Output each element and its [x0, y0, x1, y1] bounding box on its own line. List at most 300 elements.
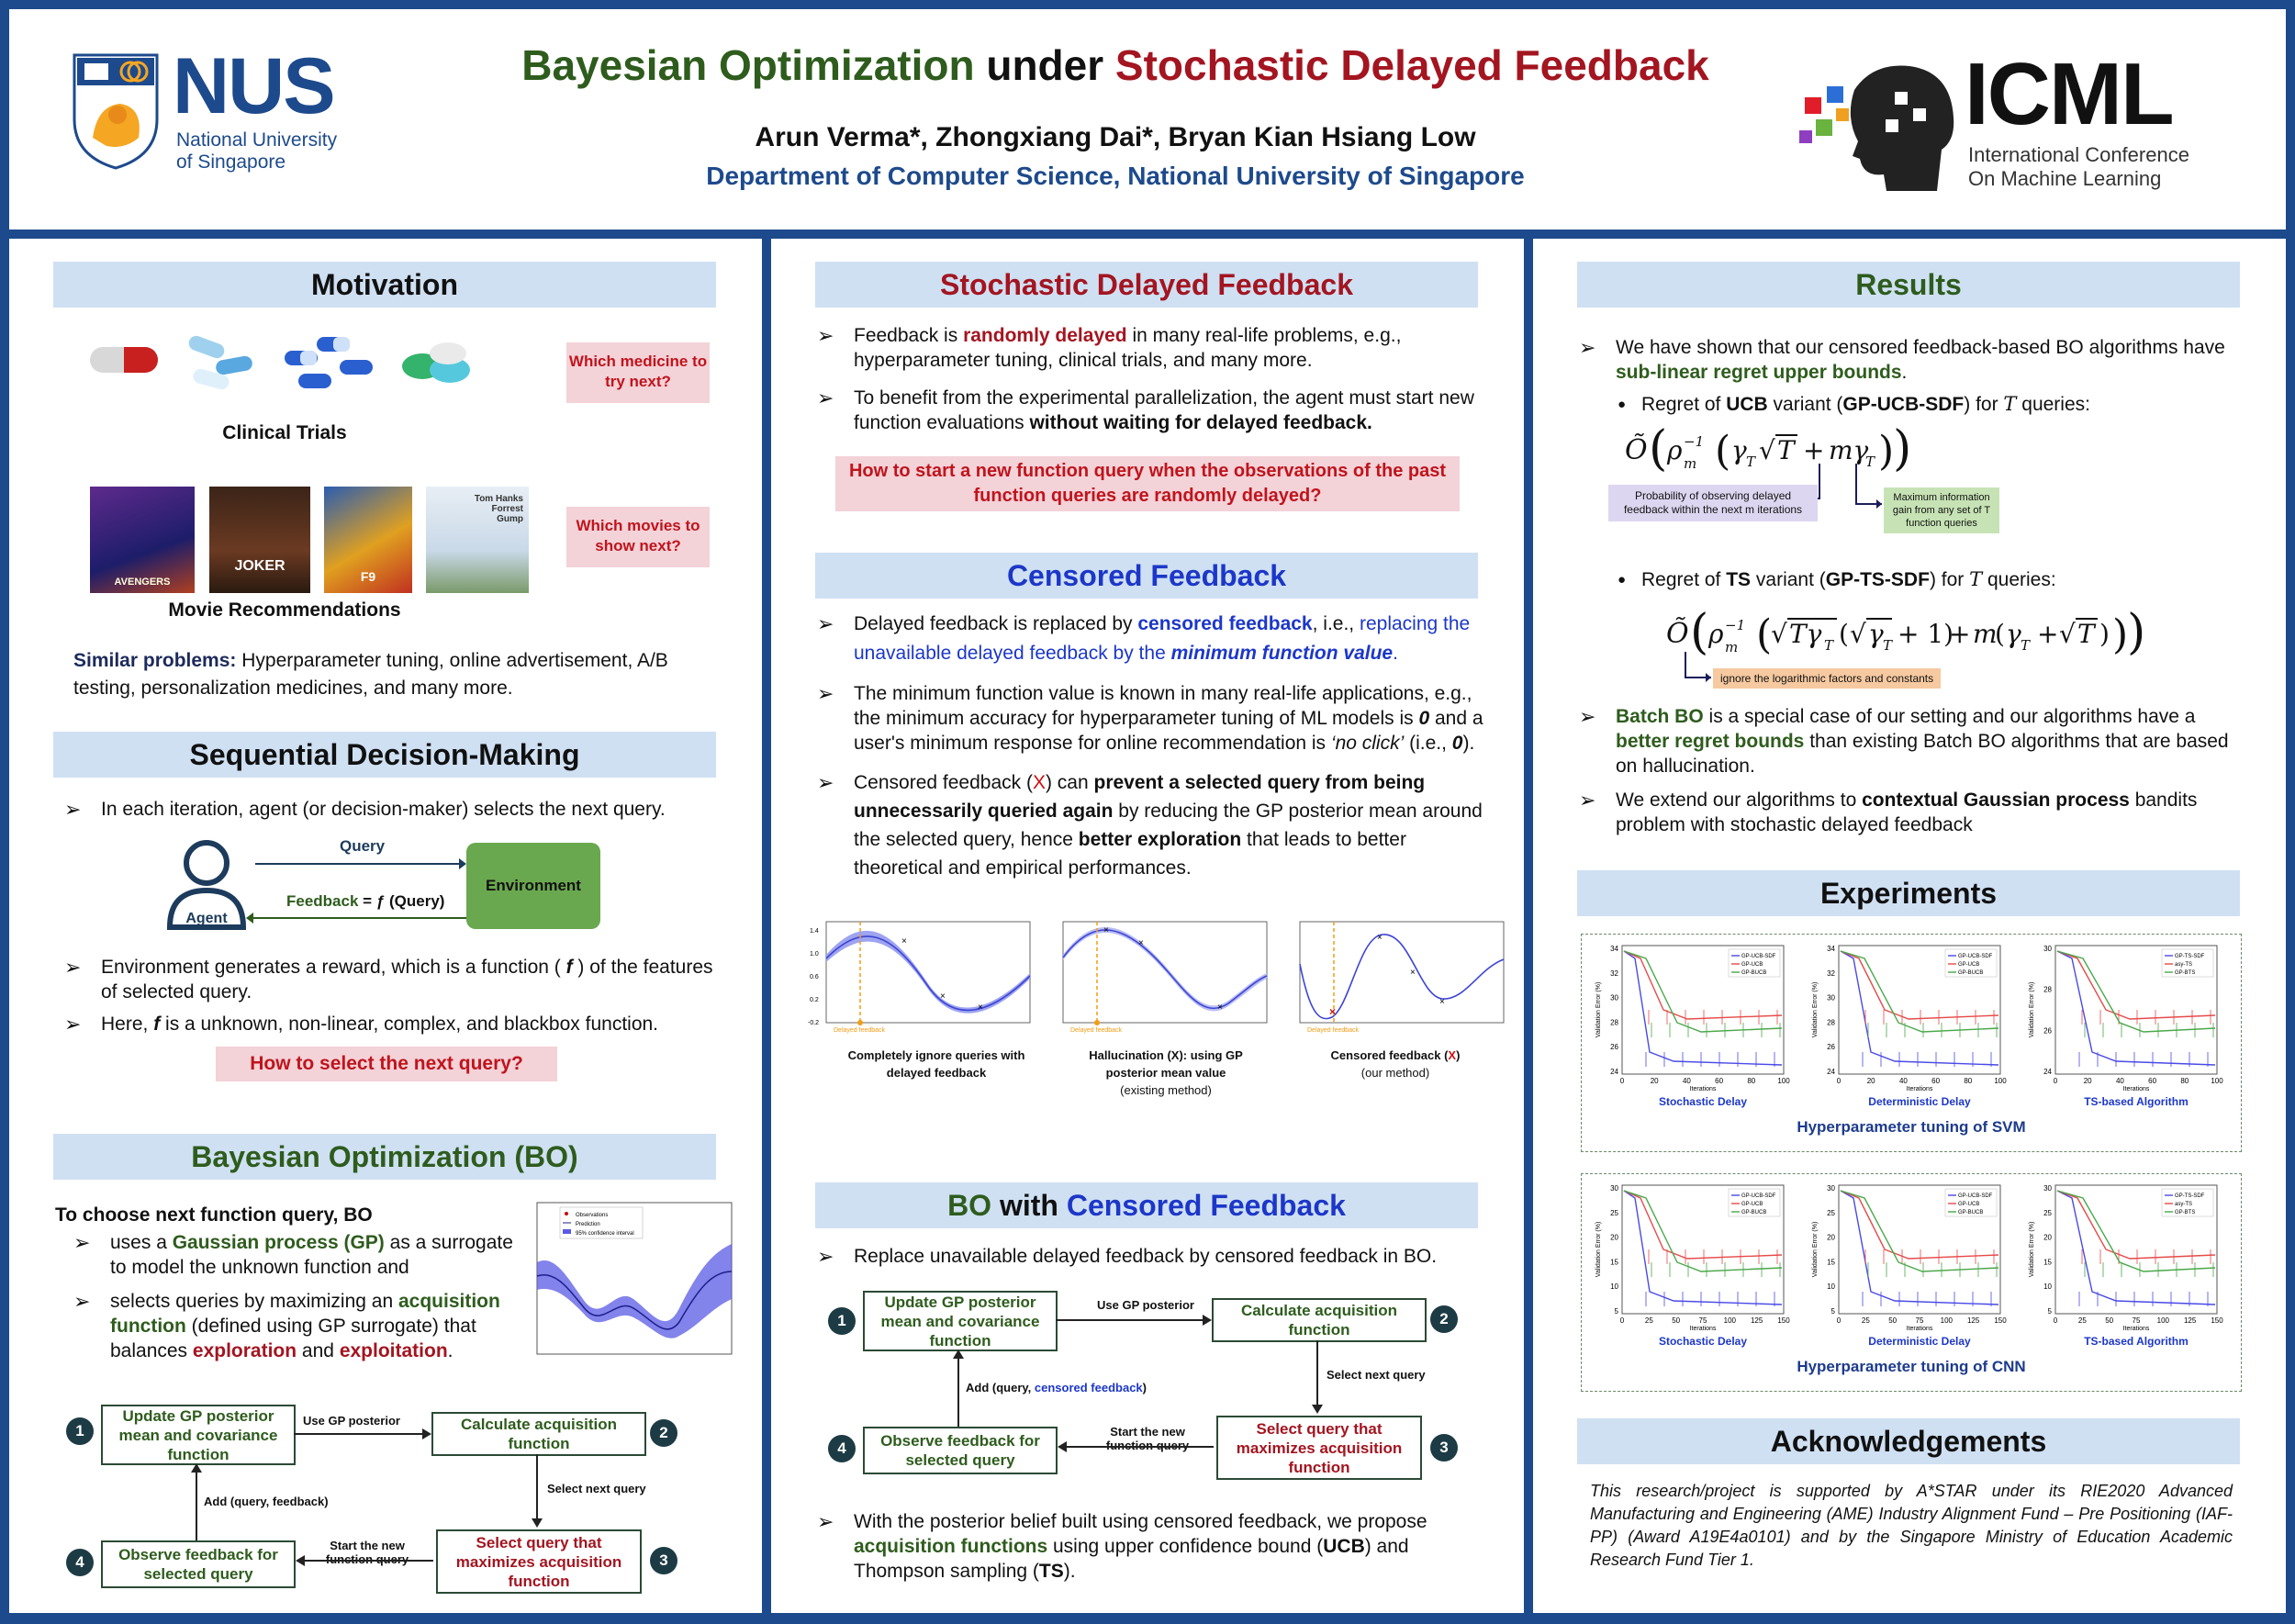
results-bullet-1-text: [1579, 335, 2249, 385]
plot-3-caption-a: Censored feedback (: [1330, 1048, 1449, 1062]
x-axis-label: Iterations: [2122, 1086, 2150, 1092]
bo-step-1-number: 1: [66, 1417, 94, 1445]
x-tick-label: 20: [1866, 1077, 1875, 1085]
bo-step-2-box: Calculate acquisition function: [431, 1412, 646, 1456]
poster-forrest-gump-title: Tom Hanks Forrest Gump: [474, 494, 523, 524]
results-heading: Results: [1577, 262, 2240, 308]
ann-log-factors: ignore the logarithmic factors and constants: [1713, 668, 1941, 689]
results-ts-b: TS: [1726, 569, 1752, 590]
results-bullet-2-a: Batch BO: [1616, 706, 1704, 727]
svg-text:T: T: [1746, 454, 1756, 470]
legend-label: asy-TS: [2175, 1202, 2193, 1207]
y-tick-label: 34: [1827, 945, 1835, 953]
y-tick-label: 10: [2043, 1282, 2052, 1292]
y-tick-label: 25: [1610, 1208, 1618, 1217]
svg-text:m: m: [1684, 455, 1697, 472]
legend-label: GP-UCB: [1958, 962, 1980, 968]
plot-ignore: [808, 918, 1037, 1037]
plot-3-caption: [1304, 1047, 1487, 1081]
y-axis-label: Validation Error (%): [1812, 981, 1819, 1038]
nus-subtitle-2: of Singapore: [176, 151, 286, 173]
results-ucb-t: T: [2003, 393, 2017, 415]
censored-bullet-2: [817, 681, 1487, 756]
y-tick-label: 32: [1827, 969, 1835, 978]
column-right: [1533, 239, 2286, 1613]
plot-1-ytick-1: 1.4: [810, 928, 819, 935]
svg-text:(: (: [1715, 428, 1731, 475]
svg-text:(: (: [1690, 606, 1709, 660]
censored-bullet-1-d: replacing the unavailable delayed feedback by the: [854, 613, 1471, 664]
censored-heading: Censored Feedback: [815, 553, 1478, 599]
svg-text:mγ: mγ: [1829, 435, 1869, 465]
svm-caption: Hyperparameter tuning of SVM: [1797, 1118, 2026, 1136]
plot-title: Stochastic Delay: [1658, 1095, 1748, 1108]
x-tick-label: 100: [2156, 1316, 2170, 1325]
plot-2-delayed-label: Delayed feedback: [1070, 1027, 1123, 1034]
plot-title: TS-based Algorithm: [2084, 1095, 2189, 1108]
x-tick-label: 0: [1619, 1316, 1625, 1325]
legend-label: GP-BTS: [2175, 1210, 2196, 1215]
results-ts-bullet: [1616, 567, 2249, 592]
bo-step-2-number: 2: [650, 1419, 677, 1447]
bocf-flow-select-label: Select next query: [1327, 1368, 1426, 1382]
results-bullet-2-d: than existing Batch BO algorithms that are based on hallucination.: [1616, 731, 2229, 777]
results-bullet-2-c: better regret bounds: [1616, 731, 1805, 752]
x-tick-label: 0: [1836, 1316, 1842, 1325]
y-axis-label: Validation Error (%): [1595, 1221, 1602, 1278]
sdm-bullet-3: [64, 1012, 725, 1036]
censored-bullet-3: [817, 768, 1487, 882]
svg-text:√: √: [1850, 619, 1866, 649]
svg-text:−1: −1: [1725, 617, 1746, 633]
bo-bullets: [73, 1230, 523, 1376]
poster-avengers: [90, 487, 195, 593]
bocf-flow-add-c: ): [1142, 1381, 1147, 1394]
legend-label: GP-BUCB: [1958, 970, 1984, 976]
bo-legend-observations: Observations: [576, 1213, 609, 1218]
plot-title: Deterministic Delay: [1868, 1335, 1971, 1348]
x-tick-label: 100: [1994, 1077, 2007, 1085]
plot-title: TS-based Algorithm: [2084, 1335, 2189, 1348]
x-tick-label: 100: [2211, 1077, 2223, 1085]
svg-text:+ 1): + 1): [1898, 619, 1954, 649]
censored-bullet-3-x: X: [1032, 772, 1046, 793]
svg-text:Õ: Õ: [1625, 434, 1648, 466]
bocf-bullet-2-acq: acquisition functions: [854, 1536, 1048, 1557]
pills-pile-icon: [280, 323, 381, 397]
y-axis-label: Validation Error (%): [2029, 1221, 2035, 1278]
bocf-bullet-2-ucb: UCB: [1323, 1536, 1365, 1557]
sdf-bullet-1-a: Feedback is: [854, 325, 964, 346]
poster-joker-title: JOKER: [234, 558, 285, 574]
x-axis-label: Iterations: [1689, 1326, 1717, 1332]
x-tick-label: 125: [1966, 1316, 1980, 1325]
legend-label: GP-BTS: [2175, 970, 2196, 976]
results-bullet-1: [1579, 335, 2249, 417]
results-ts-a: Regret of: [1641, 569, 1727, 590]
y-tick-label: 30: [2043, 1184, 2052, 1193]
bo-step-3-number: 3: [650, 1547, 677, 1574]
plot-3-delayed-label: Delayed feedback: [1307, 1027, 1360, 1034]
sdm-bullet-3-f: f: [153, 1014, 161, 1035]
y-tick-label: 25: [1827, 1208, 1835, 1217]
bo-step-1-box: Update GP posterior mean and covariance function: [101, 1405, 296, 1465]
sdf-bullet-1-b: in many real-life problems, e.g., hyperparameter tuning, clinical trials, and many more.: [854, 325, 1402, 371]
x-tick-label: 75: [1915, 1316, 1924, 1325]
bocf-step-4-box: Observe feedback for selected query: [863, 1427, 1058, 1474]
y-tick-label: 15: [1827, 1258, 1835, 1267]
x-tick-label: 20: [2083, 1077, 2092, 1085]
legend-label: GP-UCB-SDF: [1741, 1193, 1776, 1199]
plot-1-ytick-3: 0.6: [810, 974, 819, 980]
sdf-bullet-2-b: without waiting for delayed feedback.: [1029, 412, 1372, 433]
svg-text:×: ×: [1410, 968, 1416, 978]
svg-text:): ): [2127, 606, 2146, 660]
column-left: [9, 239, 762, 1613]
bo-bullet-2-exploration: exploration: [192, 1340, 297, 1361]
ack-heading: Acknowledgements: [1577, 1418, 2240, 1464]
bo-flow-use-gp-label: Use GP posterior: [303, 1414, 400, 1428]
results-bullet-1-a: We have shown that our censored feedback-based BO algorithms have: [1616, 337, 2225, 358]
x-tick-label: 150: [1994, 1316, 2007, 1325]
feedback-label: [286, 892, 444, 911]
x-tick-label: 40: [2115, 1077, 2124, 1085]
results-ucb-b: UCB: [1726, 394, 1768, 415]
poster-joker: [209, 487, 310, 593]
sdf-bullet-2-a: To benefit from the experimental parallelization, the agent must start new function evaluations: [854, 387, 1474, 433]
agent-environment-diagram: [165, 835, 624, 936]
bo-intro: To choose next function query, BO: [55, 1204, 373, 1226]
x-tick-label: 50: [2105, 1316, 2114, 1325]
y-tick-label: 30: [2043, 945, 2052, 953]
svg-text:ρ: ρ: [1708, 619, 1724, 649]
poster-f9: [324, 487, 412, 593]
legend-label: GP-UCB-SDF: [1741, 954, 1776, 959]
bo-flow-diagram: [9, 1405, 762, 1607]
bocf-bullet-2-d: ).: [1063, 1561, 1076, 1582]
results-ucb-a: Regret of: [1641, 394, 1727, 415]
feedback-equation: = ƒ (Query): [363, 892, 445, 910]
bocf-bullet-2-text: [817, 1509, 1487, 1584]
bocf-arrow-2-3: [1312, 1340, 1323, 1414]
x-tick-label: 25: [2077, 1316, 2087, 1325]
censored-bullet-1-c: , i.e.,: [1312, 613, 1360, 634]
bo-legend-ci: 95% confidence interval: [576, 1231, 634, 1237]
x-tick-label: 60: [1931, 1077, 1941, 1085]
bo-arrow-3-4: [296, 1555, 433, 1566]
y-tick-label: 5: [1614, 1307, 1618, 1316]
censored-bullets: [817, 610, 1487, 895]
svg-text:×: ×: [940, 991, 946, 1002]
results-bullet-3-b: contextual Gaussian process: [1862, 790, 2130, 811]
svg-text:+: +: [2037, 619, 2059, 649]
svg-text:m: m: [1725, 639, 1739, 655]
svg-text:×: ×: [1103, 925, 1109, 935]
y-tick-label: 10: [1827, 1282, 1835, 1292]
sdm-bullet-2-b: ) of the features of selected query.: [101, 957, 713, 1002]
bo-legend-prediction: Prediction: [576, 1222, 600, 1227]
results-bullet-3-c: bandits problem with stochastic delayed feedback: [1616, 790, 2198, 835]
results-ts-f: queries:: [1982, 569, 2056, 590]
legend-label: GP-TS-SDF: [2175, 954, 2205, 959]
plot-title: Stochastic Delay: [1658, 1335, 1748, 1348]
censored-bullet-2-a: The minimum function value is known in many real-life applications, e.g., the minimum accuracy for hyperparameter tuning of ML models is: [854, 683, 1472, 729]
results-bullets-2-3: [1579, 704, 2249, 850]
bo-bullet-1-a: uses a: [110, 1232, 173, 1253]
svg-text:T: T: [2077, 619, 2095, 649]
svg-text:T: T: [2021, 637, 2031, 654]
censored-bullet-3-c: prevent a selected query from being unnecessarily queried again: [854, 772, 1426, 822]
y-tick-label: 24: [1610, 1068, 1618, 1076]
cnn-experiments-panel: [1581, 1173, 2242, 1392]
x-tick-label: 60: [1715, 1077, 1724, 1085]
bo-bullet-2-acq: acquisition function: [110, 1291, 500, 1337]
bocf-arrow-4-1: [953, 1350, 964, 1427]
censored-bullet-3-e: better exploration: [1078, 829, 1242, 850]
bocf-flow-start-label: Start the new function query: [1105, 1425, 1190, 1452]
poster-title: [413, 40, 1818, 90]
similar-problems-label: Similar problems:: [73, 650, 237, 671]
svg-text:×: ×: [1138, 938, 1144, 948]
x-tick-label: 20: [1650, 1077, 1659, 1085]
svg-text:T: T: [1777, 435, 1795, 465]
results-ucb-bullet: [1616, 392, 2249, 417]
sdf-question: How to start a new function query when the observations of the past function queries are randomly delayed?: [835, 456, 1460, 511]
bocf-arrow-3-4: [1058, 1441, 1214, 1452]
y-tick-label: 26: [2043, 1026, 2052, 1036]
y-axis-label: Validation Error (%): [1812, 1221, 1819, 1278]
x-tick-label: 150: [2211, 1316, 2223, 1325]
pill-capsule-icon: [83, 330, 165, 386]
bocf-bullet-2-b: using upper confidence bound (: [1047, 1536, 1324, 1557]
sdm-bullet-2: [64, 955, 725, 1004]
svg-text:(: (: [1756, 611, 1773, 658]
plot-1-ytick-4: 0.2: [810, 997, 819, 1003]
x-tick-label: 0: [1619, 1077, 1625, 1085]
x-axis-label: Iterations: [1906, 1326, 1933, 1332]
x-tick-label: 50: [1672, 1316, 1681, 1325]
feedback-arrow-icon: [246, 913, 466, 924]
svg-text:√: √: [2059, 619, 2076, 649]
bo-step-4-number: 4: [66, 1549, 94, 1576]
plot-2-caption-a: Hallucination (X): using GP posterior mean value: [1089, 1048, 1243, 1080]
bocf-step-1-number: 1: [828, 1307, 856, 1335]
svg-text:×: ×: [901, 936, 907, 946]
legend-label: GP-UCB: [1741, 1202, 1763, 1207]
results-bullet-3-a: We extend our algorithms to: [1616, 790, 1863, 811]
svg-text:γ: γ: [1868, 619, 1884, 649]
x-axis-label: Iterations: [2122, 1326, 2150, 1332]
plot-1-delayed-label: Delayed feedback: [834, 1027, 886, 1034]
authors: Arun Verma*, Zhongxiang Dai*, Bryan Kian Hsiang Low: [755, 122, 1476, 152]
bocf-flow-use-gp-label: Use GP posterior: [1097, 1298, 1194, 1312]
censored-bullet-1-e: minimum function value: [1170, 643, 1394, 664]
x-tick-label: 100: [1723, 1316, 1737, 1325]
svm-experiments-panel: [1581, 934, 2242, 1152]
cnn-caption: Hyperparameter tuning of CNN: [1797, 1358, 2026, 1375]
sdf-bullet-1: [817, 323, 1487, 373]
svg-text:√: √: [1771, 619, 1787, 649]
icml-subtitle-1: International Conference: [1968, 143, 2189, 166]
svm-plot-3: [2024, 940, 2226, 1110]
results-ts-t: T: [1969, 568, 1983, 590]
y-tick-label: 15: [1610, 1258, 1618, 1267]
movie-question: Which movies to show next?: [566, 507, 710, 567]
ann-probability: Probability of observing delayed feedback within the next m iterations: [1608, 485, 1818, 521]
y-tick-label: 28: [1610, 1018, 1618, 1027]
bo-bullet-1-b: as a surrogate to model the unknown function and: [110, 1232, 513, 1278]
sdf-bullet-1-red: randomly delayed: [963, 325, 1127, 346]
poster-avengers-title: AVENGERS: [114, 577, 171, 588]
column-middle: [771, 239, 1524, 1613]
censored-bullet-2-e: ).: [1462, 733, 1475, 754]
svg-text:Õ: Õ: [1666, 618, 1689, 650]
x-tick-label: 150: [1777, 1316, 1790, 1325]
legend-label: GP-UCB: [1958, 1202, 1980, 1207]
ts-annotation-arrow: [1678, 652, 1715, 689]
y-axis-label: Validation Error (%): [1595, 981, 1602, 1038]
y-tick-label: 5: [2047, 1307, 2052, 1316]
y-tick-label: 30: [1827, 993, 1835, 1002]
x-tick-label: 40: [1682, 1077, 1691, 1085]
svg-text:): ): [2112, 611, 2129, 658]
department: Department of Computer Science, National University of Singapore: [706, 162, 1525, 190]
x-tick-label: 80: [1747, 1077, 1756, 1085]
bo-bullet-1-gp: Gaussian process (GP): [172, 1232, 385, 1253]
cnn-plot-2: [1808, 1180, 2010, 1350]
bo-flow-start-label: Start the new function query: [325, 1539, 409, 1566]
y-tick-label: 34: [1610, 945, 1618, 953]
bocf-step-1-box: Update GP posterior mean and covariance function: [863, 1291, 1058, 1351]
y-tick-label: 28: [2043, 985, 2052, 994]
plot-2-caption: [1074, 1047, 1258, 1099]
bo-step-4-box: Observe feedback for selected query: [101, 1540, 296, 1588]
y-axis-label: Validation Error (%): [2029, 981, 2035, 1038]
censored-plots: [808, 918, 1506, 1129]
legend-label: GP-TS-SDF: [2175, 1193, 2205, 1199]
bo-bullet-2-exploitation: exploitation: [339, 1340, 448, 1361]
x-tick-label: 75: [2132, 1316, 2141, 1325]
results-bullet-3: [1579, 788, 2249, 837]
y-tick-label: 15: [2043, 1258, 2052, 1267]
censored-bullet-2-c: ‘no click’: [1330, 733, 1405, 754]
cnn-plot-3: [2024, 1180, 2226, 1350]
x-tick-label: 40: [1898, 1077, 1908, 1085]
plot-3-caption-b: ): [1456, 1048, 1461, 1062]
title-part-2: under: [974, 41, 1115, 89]
sdm-heading: Sequential Decision-Making: [53, 732, 716, 778]
bocf-step-2-number: 2: [1430, 1305, 1458, 1333]
svg-text:): ): [2099, 619, 2110, 649]
y-tick-label: 20: [1827, 1233, 1835, 1242]
icml-subtitle-2: On Machine Learning: [1968, 167, 2162, 190]
bocf-bullet-2-a: With the posterior belief built using censored feedback, we propose: [854, 1511, 1427, 1532]
similar-problems-text: Hyperparameter tuning, online advertisement, A/B testing, personalization medicines, and many more.: [73, 650, 668, 699]
x-tick-label: 60: [2148, 1077, 2157, 1085]
y-tick-label: 25: [2043, 1208, 2052, 1217]
svg-text:): ): [1893, 422, 1912, 476]
bocf-title-b: with: [991, 1189, 1067, 1222]
pills-blue-white-icon: [179, 330, 271, 395]
svg-text:(: (: [1649, 422, 1668, 476]
results-bullet-2-b: is a special case of our setting and our algorithms have a: [1703, 706, 2196, 727]
censored-bullet-2-zero-1: 0: [1418, 708, 1430, 729]
svg-text:(: (: [1839, 619, 1849, 649]
results-ucb-c: variant (: [1767, 394, 1843, 415]
censored-bullet-3-a: Censored feedback (: [854, 772, 1033, 793]
plot-1-caption: Completely ignore queries with delayed feedback: [847, 1048, 1025, 1080]
agent-label: Agent: [185, 911, 228, 926]
svg-text:−1: −1: [1684, 433, 1705, 450]
svg-text:m: m: [1973, 619, 1998, 649]
bo-bullet-2-a: selects queries by maximizing an: [110, 1291, 398, 1312]
query-arrow-icon: [255, 858, 466, 869]
bo-flow-select-label: Select next query: [547, 1482, 646, 1495]
plot-1-ytick-2: 1.0: [810, 951, 819, 958]
bocf-flow-add-label: [966, 1381, 1147, 1394]
bo-flow-add-label: Add (query, feedback): [204, 1495, 329, 1508]
y-tick-label: 30: [1610, 993, 1618, 1002]
select-query-question: How to select the next query?: [216, 1047, 557, 1081]
svg-text:×: ×: [1377, 933, 1383, 943]
bo-bullet-2-b: (defined using GP surrogate) that balances: [110, 1316, 476, 1361]
bo-arrow-4-1: [191, 1463, 202, 1540]
bo-bullet-2-c: and: [297, 1340, 340, 1361]
sdf-bullet-2: [817, 386, 1487, 435]
ack-text: This research/project is supported by A*STAR under its RIE2020 Advanced Manufacturing and Engineering (AME) Industry Alignment Fund – Pre Positioning (IAF-PP) (Award A19E4a0101) and by the Singapore Ministry of Education Academic Research Fund Tier 1.: [1590, 1482, 2233, 1569]
sdf-heading: Stochastic Delayed Feedback: [815, 262, 1478, 308]
censored-bullet-3-d: by reducing the GP posterior mean around the selected query, hence: [854, 801, 1483, 850]
environment-box: Environment: [466, 843, 600, 929]
censored-bullet-1-b: censored feedback: [1137, 613, 1313, 634]
x-tick-label: 75: [1698, 1316, 1707, 1325]
poster-f9-title: F9: [360, 569, 376, 584]
censored-bullet-3-b: ) can: [1045, 772, 1094, 793]
legend-label: asy-TS: [2175, 962, 2193, 968]
bocf-bullet-2: [817, 1509, 1487, 1596]
results-ucb-f: queries:: [2016, 394, 2090, 415]
legend-label: GP-BUCB: [1741, 970, 1767, 976]
feedback-word: Feedback: [286, 892, 359, 910]
bo-heading: Bayesian Optimization (BO): [53, 1134, 716, 1180]
bocf-heading: [815, 1182, 1478, 1228]
plot-1-ytick-5: -0.2: [808, 1020, 820, 1026]
nus-wordmark: NUS: [173, 42, 334, 130]
y-tick-label: 26: [1610, 1043, 1618, 1052]
movie-recommendations-label: Movie Recommendations: [168, 599, 401, 621]
similar-problems: [73, 647, 725, 702]
medicine-question: Which medicine to try next?: [566, 342, 710, 403]
bocf-bullet-2-c: ) and Thompson sampling (: [854, 1536, 1409, 1582]
x-axis-label: Iterations: [1906, 1086, 1933, 1092]
tablets-icon: [395, 335, 487, 390]
nus-logo: [70, 42, 391, 173]
x-tick-label: 80: [2180, 1077, 2189, 1085]
svg-text:×: ×: [1329, 1005, 1337, 1018]
svg-text:γ: γ: [1731, 435, 1747, 465]
poster-forrest-gump: [426, 487, 529, 593]
sdm-bullet-1: [64, 797, 734, 834]
x-tick-label: 0: [2053, 1077, 2058, 1085]
sdm-bullet-2-f: f: [565, 957, 573, 978]
censored-bullet-1: [817, 610, 1487, 668]
bocf-flow-add-b: censored feedback: [1034, 1381, 1143, 1394]
svg-text:(: (: [1995, 619, 2005, 649]
bo-bullet-2: [73, 1289, 523, 1363]
y-tick-label: 30: [1827, 1184, 1835, 1193]
plot-3-caption-x: X: [1448, 1048, 1457, 1062]
y-tick-label: 5: [1830, 1307, 1835, 1316]
